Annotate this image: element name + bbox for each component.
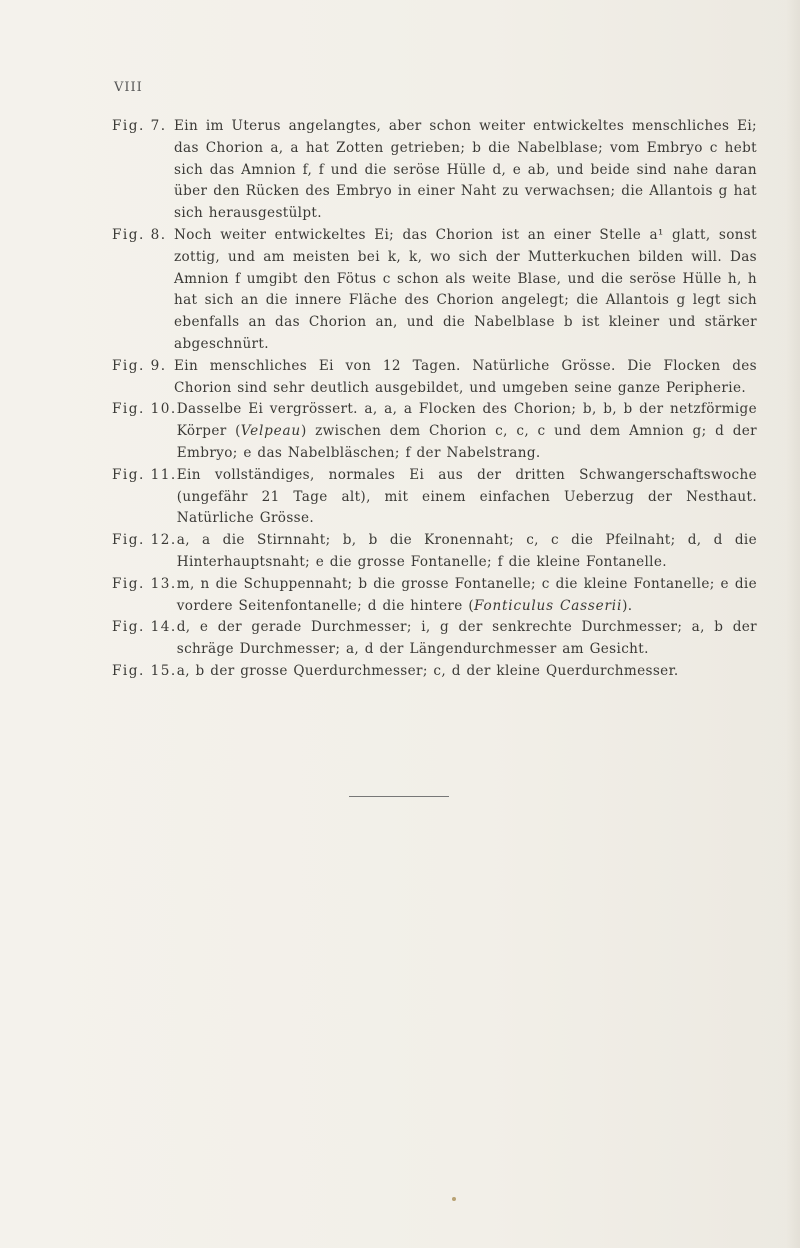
figure-entry-7 [112, 116, 757, 225]
figure-label: Fig. 8. [112, 226, 167, 243]
description-part: ). [622, 597, 633, 614]
figure-description [177, 574, 757, 618]
figure-label: Fig. 10. [112, 401, 177, 418]
italic-name: Velpeau [240, 423, 301, 440]
figure-entry-11 [112, 465, 757, 530]
page-edge-shadow [786, 0, 800, 1248]
figure-entry-9 [112, 356, 757, 400]
figure-entry-12 [112, 530, 757, 574]
description-part: ) zwischen dem Chorion c, c, c und dem Amnion g; d der Embryo; e das Nabelbläschen; f der Nabelstrang. [176, 423, 757, 461]
description-part: Dasselbe Ei vergrössert. a, a, a Flocken des Chorion; b, b, b der netzförmige Körper ( [176, 401, 757, 440]
figure-label: Fig. 14. [112, 619, 177, 636]
section-divider [349, 796, 449, 797]
figure-label: Fig. 11. [112, 466, 177, 483]
figure-description: Ein im Uterus angelangtes, aber schon weiter entwickeltes menschliches Ei; das Chorion a, a hat Zotten getrieben; b die Nabelblase; vom Embryo c hebt sich das Amnion f, f und die seröse Hülle d, e ab, und beide sind nahe daran über den Rücken des Embryo in einer Naht zu verwachsen; die Allantois g hat sich herausgestülpt. [174, 118, 757, 222]
figure-description [177, 399, 757, 464]
figure-entry-15 [112, 661, 757, 683]
figure-label: Fig. 15. [112, 662, 177, 679]
figure-entry-8 [112, 225, 757, 356]
figure-description: Ein menschliches Ei von 12 Tagen. Natürliche Grösse. Die Flocken des Chorion sind sehr deutlich ausgebildet, und umgeben seine ganze Peripherie. [174, 357, 757, 396]
figure-description: a, a die Stirnnaht; b, b die Kronennaht; c, c die Pfeilnaht; d, d die Hinterhauptsnaht; e die grosse Fontanelle; f die kleine Fontanelle. [176, 532, 757, 570]
page-number: VIII [114, 80, 143, 95]
figure-description: d, e der gerade Durchmesser; i, g der senkrechte Durchmesser; a, b der schräge Durchmesser; a, d der Längendurchmesser am Gesicht. [176, 619, 757, 658]
figure-description: Noch weiter entwickeltes Ei; das Chorion ist an einer Stelle a¹ glatt, sonst zottig, und am meisten bei k, k, wo sich der Mutterkuchen bilden will. Das Amnion f umgibt den Fötus c schon als weite Blase, und die seröse Hülle h, h hat sich an die innere Fläche des Chorion angelegt; die Allantois g legt sich ebenfalls an das Chorion an, und die Nabelblase b ist kleiner und stärker abgeschnürt. [174, 226, 757, 352]
figure-entry-10 [112, 399, 757, 464]
figure-entry-14 [112, 617, 757, 661]
figure-description: a, b der grosse Querdurchmesser; c, d der kleine Querdurchmesser. [176, 662, 679, 679]
figure-label: Fig. 9. [112, 357, 167, 374]
figure-label: Fig. 13. [112, 575, 177, 592]
figure-label: Fig. 12. [112, 532, 177, 549]
figure-legend-list [112, 116, 757, 683]
figure-entry-13 [112, 574, 757, 618]
figure-label: Fig. 7. [112, 118, 167, 134]
paper-speck [452, 1197, 456, 1201]
description-part: m, n die Schuppennaht; b die grosse Fontanelle; c die kleine Fontanelle; e die vordere Seitenfontanelle; d die hintere ( [176, 575, 757, 614]
italic-name: Fonticulus Casserii [474, 597, 623, 614]
figure-description: Ein vollständiges, normales Ei aus der dritten Schwangerschaftswoche (ungefähr 21 Tage alt), mit einem einfachen Ueberzug der Nesthaut. Natürliche Grösse. [176, 466, 757, 527]
